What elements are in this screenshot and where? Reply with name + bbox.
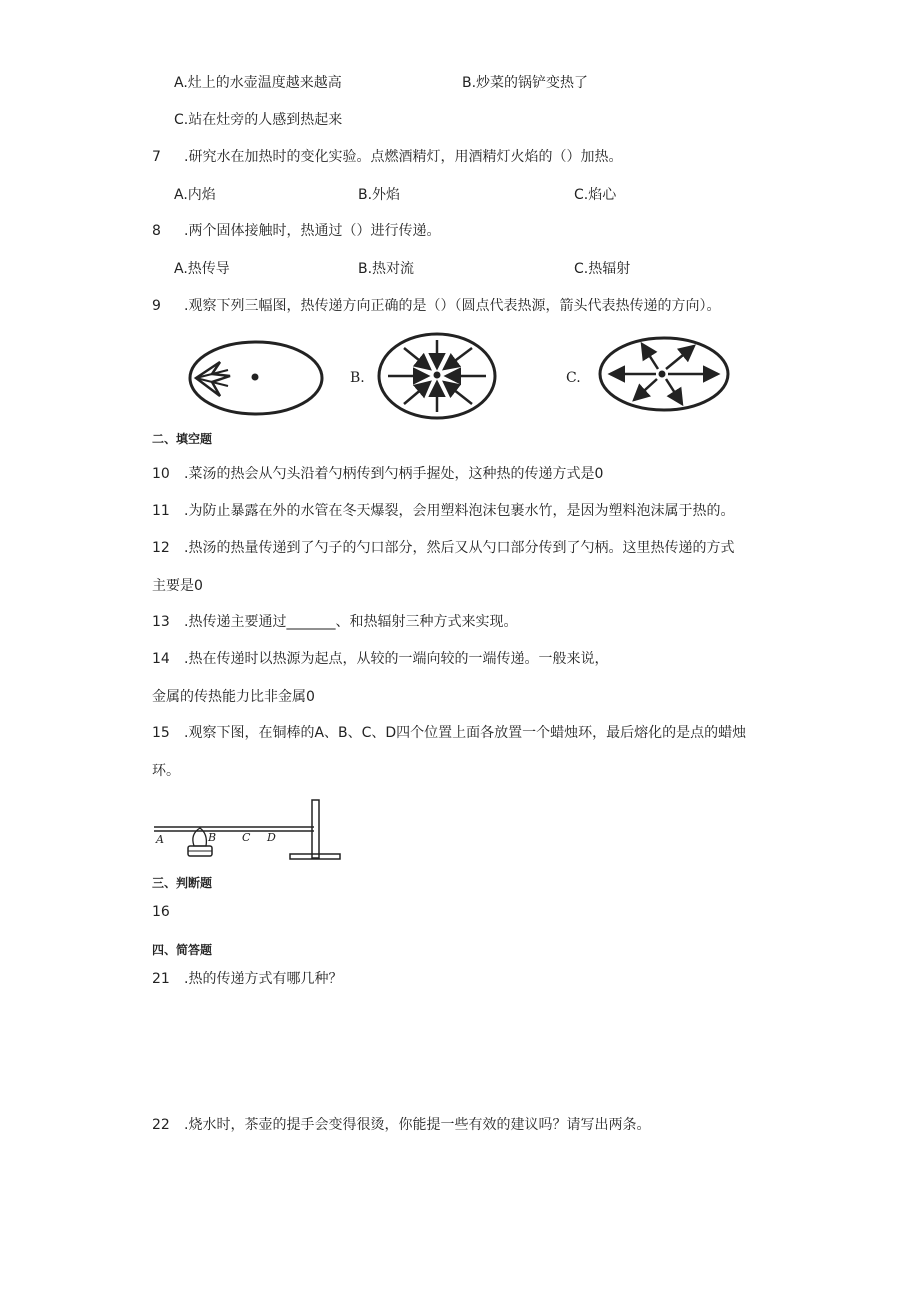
q9-stem — [152, 297, 720, 315]
q14-continuation: 金属的传热能力比非金属0 — [152, 689, 315, 705]
q8-number: 8 — [152, 223, 161, 239]
q11-number: 11 — [152, 503, 170, 519]
q12 — [152, 539, 734, 557]
q12-number: 12 — [152, 540, 170, 556]
q15 — [152, 724, 746, 742]
q21 — [152, 970, 342, 988]
q10-number: 10 — [152, 466, 170, 482]
q10-text: .菜汤的热会从勺头沿着勺柄传到勺柄手握处，这种热的传递方式是0 — [184, 466, 604, 482]
q7-number: 7 — [152, 149, 161, 165]
q8-option-a: A.热传导 — [174, 261, 230, 277]
q22 — [152, 1116, 650, 1134]
q13-number: 13 — [152, 614, 170, 630]
q14 — [152, 650, 608, 668]
q21-text: .热的传递方式有哪几种？ — [184, 971, 343, 987]
q21-number: 21 — [152, 971, 170, 987]
q10 — [152, 465, 603, 483]
q14-text: .热在传递时以热源为起点，从较的一端向较的一端传递。一般来说， — [184, 651, 609, 667]
q7-text: .研究水在加热时的变化实验。点燃酒精灯，用酒精灯火焰的（）加热。 — [184, 149, 623, 165]
q11-text: .为防止暴露在外的水管在冬天爆裂，会用塑料泡沫包裹水竹，是因为塑料泡沫属于热的。 — [184, 503, 735, 519]
section-heading-short-answer: 四、简答题 — [152, 943, 213, 957]
q9-figure-c — [596, 334, 736, 414]
q7-option-b: B.外焰 — [358, 187, 401, 203]
q9-figure-b — [376, 330, 498, 422]
section-heading-true-false: 三、判断题 — [152, 876, 213, 890]
q13 — [152, 613, 517, 631]
q6-option-c: C.站在灶旁的人感到热起来 — [174, 112, 343, 128]
q9-figure-a — [186, 338, 326, 418]
q15-continuation: 环。 — [152, 763, 180, 779]
q9-figure-c-label: C. — [566, 370, 581, 386]
q15-number: 15 — [152, 725, 170, 741]
q9-number: 9 — [152, 298, 161, 314]
q22-number: 22 — [152, 1117, 170, 1133]
q12-continuation: 主要是0 — [152, 578, 203, 594]
q8-stem — [152, 222, 440, 240]
q13-text: .热传递主要通过_______、和热辐射三种方式来实现。 — [184, 614, 518, 630]
q8-option-b: B.热对流 — [358, 261, 415, 277]
q12-text: .热汤的热量传递到了勺子的勺口部分，然后又从勺口部分传到了勺柄。这里热传递的方式 — [184, 540, 735, 556]
q6-option-b: B.炒菜的锅铲变热了 — [462, 75, 589, 91]
rod-label-b: B — [208, 831, 217, 844]
section-heading-fill-in: 二、填空题 — [152, 432, 213, 446]
q9-text: .观察下列三幅图，热传递方向正确的是（）（圆点代表热源，箭头代表热传递的方向）。 — [184, 298, 721, 314]
q22-text: .烧水时，茶壶的提手会变得很烫，你能提一些有效的建议吗？请写出两条。 — [184, 1117, 651, 1133]
q15-copper-rod-figure — [150, 796, 346, 864]
q8-text: .两个固体接触时，热通过（）进行传递。 — [184, 223, 441, 239]
q11 — [152, 502, 734, 520]
rod-label-d: D — [267, 831, 276, 844]
q6-option-a: A.灶上的水壶温度越来越高 — [174, 75, 342, 91]
q14-number: 14 — [152, 651, 170, 667]
rod-label-c: C — [242, 831, 251, 844]
q15-text: .观察下图，在铜棒的A、B、C、D四个位置上面各放置一个蜡烛环，最后熔化的是点的蜡烛 — [184, 725, 747, 741]
q7-option-a: A.内焰 — [174, 187, 216, 203]
rod-label-a: A — [156, 833, 164, 846]
q8-option-c: C.热辐射 — [574, 261, 631, 277]
q9-figure-b-label: B. — [350, 370, 365, 386]
q16-number: 16 — [152, 904, 170, 920]
q7-stem — [152, 148, 622, 166]
q7-option-c: C.焰心 — [574, 187, 617, 203]
